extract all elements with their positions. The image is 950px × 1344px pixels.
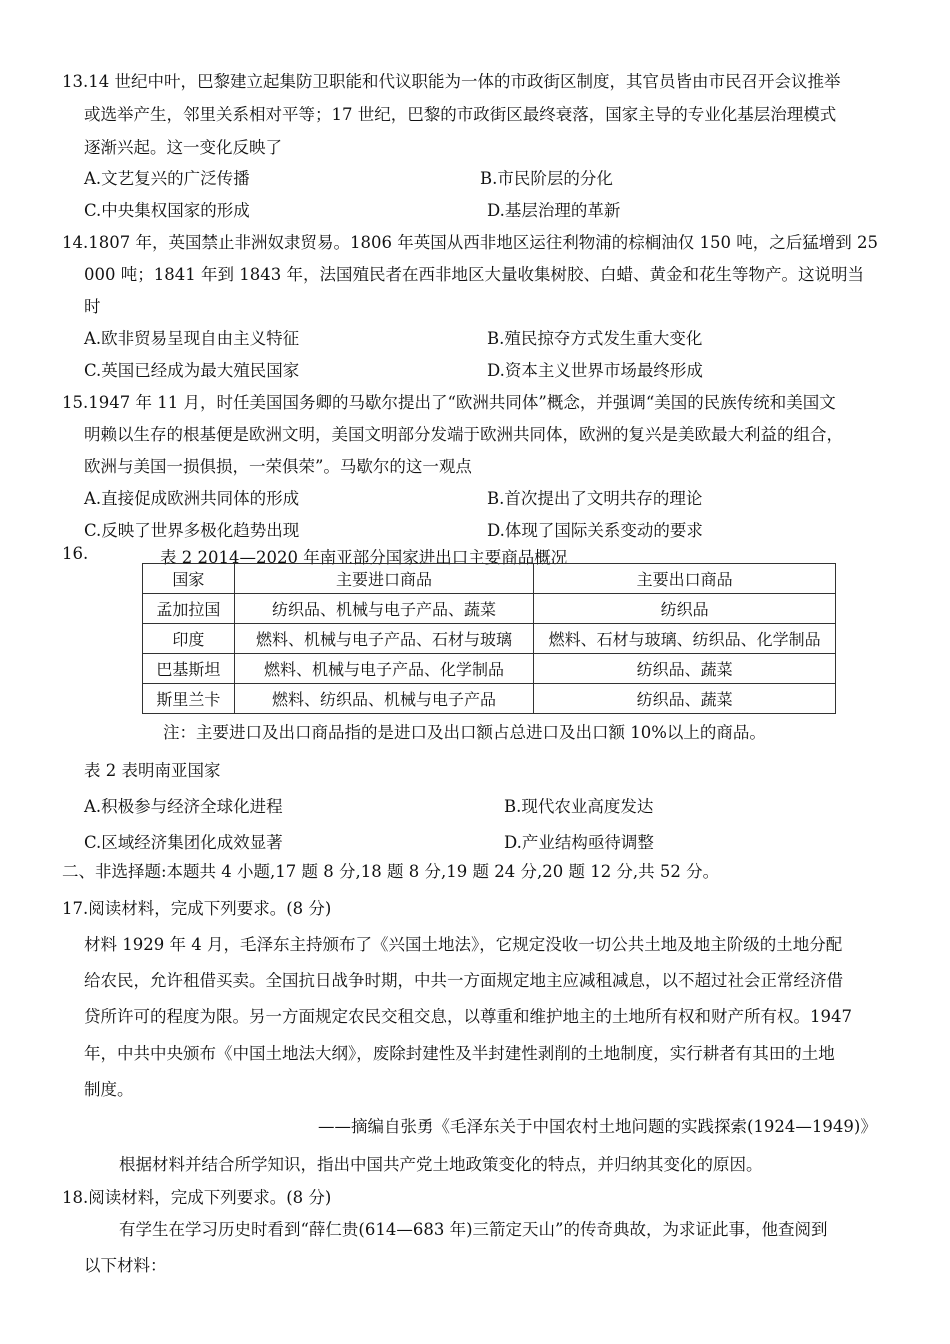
cell-exports: 燃料、石材与玻璃、纺织品、化学制品 — [534, 624, 836, 654]
q13-option-b[interactable]: B.市民阶层的分化 — [480, 169, 613, 188]
q15-line-2: 明赖以生存的根基便是欧洲文明，美国文明部分发端于欧洲共同体，欧洲的复兴是美欧最大利益的组合， — [84, 425, 843, 444]
trade-goods-table — [142, 563, 836, 714]
cell-country: 孟加拉国 — [143, 594, 235, 624]
q16-number: 16. — [62, 544, 89, 563]
q17-material-line-1: 材料 1929 年 4 月，毛泽东主持颁布了《兴国土地法》，它规定没收一切公共土地及地主阶级的土地分配 — [84, 935, 843, 954]
q17-material-line-5: 制度。 — [84, 1080, 134, 1099]
header-country: 国家 — [143, 564, 235, 594]
q13-option-d[interactable]: D.基层治理的革新 — [487, 201, 621, 220]
table-header-row — [143, 564, 836, 594]
q15-option-b[interactable]: B.首次提出了文明共存的理论 — [487, 489, 703, 508]
table-title: 表 2 2014—2020 年南亚部分国家进出口主要商品概况 — [160, 548, 568, 567]
q17-source: ——摘编自张勇《毛泽东关于中国农村土地问题的实践探索(1924—1949)》 — [318, 1117, 877, 1136]
q17-title: 17.阅读材料，完成下列要求。(8 分) — [62, 899, 332, 918]
q17-material-line-4: 年，中共中央颁布《中国土地法大纲》，废除封建性及半封建性剥削的土地制度，实行耕者有其田的土地 — [84, 1044, 835, 1063]
q13-line-3: 逐渐兴起。这一变化反映了 — [84, 138, 282, 157]
table-row — [143, 624, 836, 654]
q14-option-a[interactable]: A.欧非贸易呈现自由主义特征 — [84, 329, 300, 348]
q15-option-a[interactable]: A.直接促成欧洲共同体的形成 — [84, 489, 300, 508]
q13-line-1: 13.14 世纪中叶，巴黎建立起集防卫职能和代议职能为一体的市政街区制度，其官员皆由市民召开会议推举 — [62, 72, 841, 91]
header-imports: 主要进口商品 — [234, 564, 534, 594]
cell-exports: 纺织品、蔬菜 — [534, 684, 836, 714]
cell-imports: 燃料、纺织品、机械与电子产品 — [234, 684, 534, 714]
q16-option-d[interactable]: D.产业结构亟待调整 — [504, 833, 654, 852]
header-exports: 主要出口商品 — [534, 564, 836, 594]
q14-option-d[interactable]: D.资本主义世界市场最终形成 — [487, 361, 703, 380]
q18-title: 18.阅读材料，完成下列要求。(8 分) — [62, 1188, 332, 1207]
q14-line-1: 14.1807 年，英国禁止非洲奴隶贸易。1806 年英国从西非地区运往利物浦的棕榈油仅 150 吨，之后猛增到 25 — [62, 233, 878, 252]
cell-imports: 燃料、机械与电子产品、石材与玻璃 — [234, 624, 534, 654]
q14-line-3: 时 — [84, 297, 101, 316]
q15-option-c[interactable]: C.反映了世界多极化趋势出现 — [84, 521, 300, 540]
q15-line-1: 15.1947 年 11 月，时任美国国务卿的马歇尔提出了“欧洲共同体”概念，并强调“美国的民族传统和美国文 — [62, 393, 836, 412]
q14-option-b[interactable]: B.殖民掠夺方式发生重大变化 — [487, 329, 703, 348]
q16-option-b[interactable]: B.现代农业高度发达 — [504, 797, 654, 816]
q16-option-c[interactable]: C.区域经济集团化成效显著 — [84, 833, 283, 852]
q16-option-a[interactable]: A.积极参与经济全球化进程 — [84, 797, 283, 816]
q18-line-2: 以下材料： — [84, 1256, 167, 1275]
q13-option-a[interactable]: A.文艺复兴的广泛传播 — [84, 169, 250, 188]
table-row — [143, 684, 836, 714]
table-row — [143, 594, 836, 624]
q16-stem: 表 2 表明南亚国家 — [84, 761, 221, 780]
q17-material-line-2: 给农民，允许租借买卖。全国抗日战争时期，中共一方面规定地主应减租减息，以不超过社会正常经济借 — [84, 971, 843, 990]
q15-line-3: 欧洲与美国一损俱损，一荣俱荣”。马歇尔的这一观点 — [84, 457, 472, 476]
cell-exports: 纺织品、蔬菜 — [534, 654, 836, 684]
cell-country: 印度 — [143, 624, 235, 654]
q18-line-1: 有学生在学习历史时看到“薛仁贵(614—683 年)三箭定天山”的传奇典故，为求证此事，他查阅到 — [119, 1220, 828, 1239]
q14-option-c[interactable]: C.英国已经成为最大殖民国家 — [84, 361, 300, 380]
q15-option-d[interactable]: D.体现了国际关系变动的要求 — [487, 521, 703, 540]
table-note: 注：主要进口及出口商品指的是进口及出口额占总进口及出口额 10%以上的商品。 — [163, 723, 766, 742]
cell-country: 巴基斯坦 — [143, 654, 235, 684]
cell-imports: 燃料、机械与电子产品、化学制品 — [234, 654, 534, 684]
cell-imports: 纺织品、机械与电子产品、蔬菜 — [234, 594, 534, 624]
cell-exports: 纺织品 — [534, 594, 836, 624]
q17-task: 根据材料并结合所学知识，指出中国共产党土地政策变化的特点，并归纳其变化的原因。 — [119, 1155, 763, 1174]
table-row — [143, 654, 836, 684]
section-heading: 二、非选择题:本题共 4 小题,17 题 8 分,18 题 8 分,19 题 24 分,20 题 12 分,共 52 分。 — [62, 862, 720, 881]
cell-country: 斯里兰卡 — [143, 684, 235, 714]
q13-line-2: 或选举产生，邻里关系相对平等；17 世纪，巴黎的市政街区最终衰落，国家主导的专业化基层治理模式 — [84, 105, 837, 124]
q14-line-2: 000 吨；1841 年到 1843 年，法国殖民者在西非地区大量收集树胶、白蜡、黄金和花生等物产。这说明当 — [84, 265, 864, 284]
q13-option-c[interactable]: C.中央集权国家的形成 — [84, 201, 250, 220]
q17-material-line-3: 贷所许可的程度为限。另一方面规定农民交租交息，以尊重和维护地主的土地所有权和财产所有权。1947 — [84, 1007, 852, 1026]
